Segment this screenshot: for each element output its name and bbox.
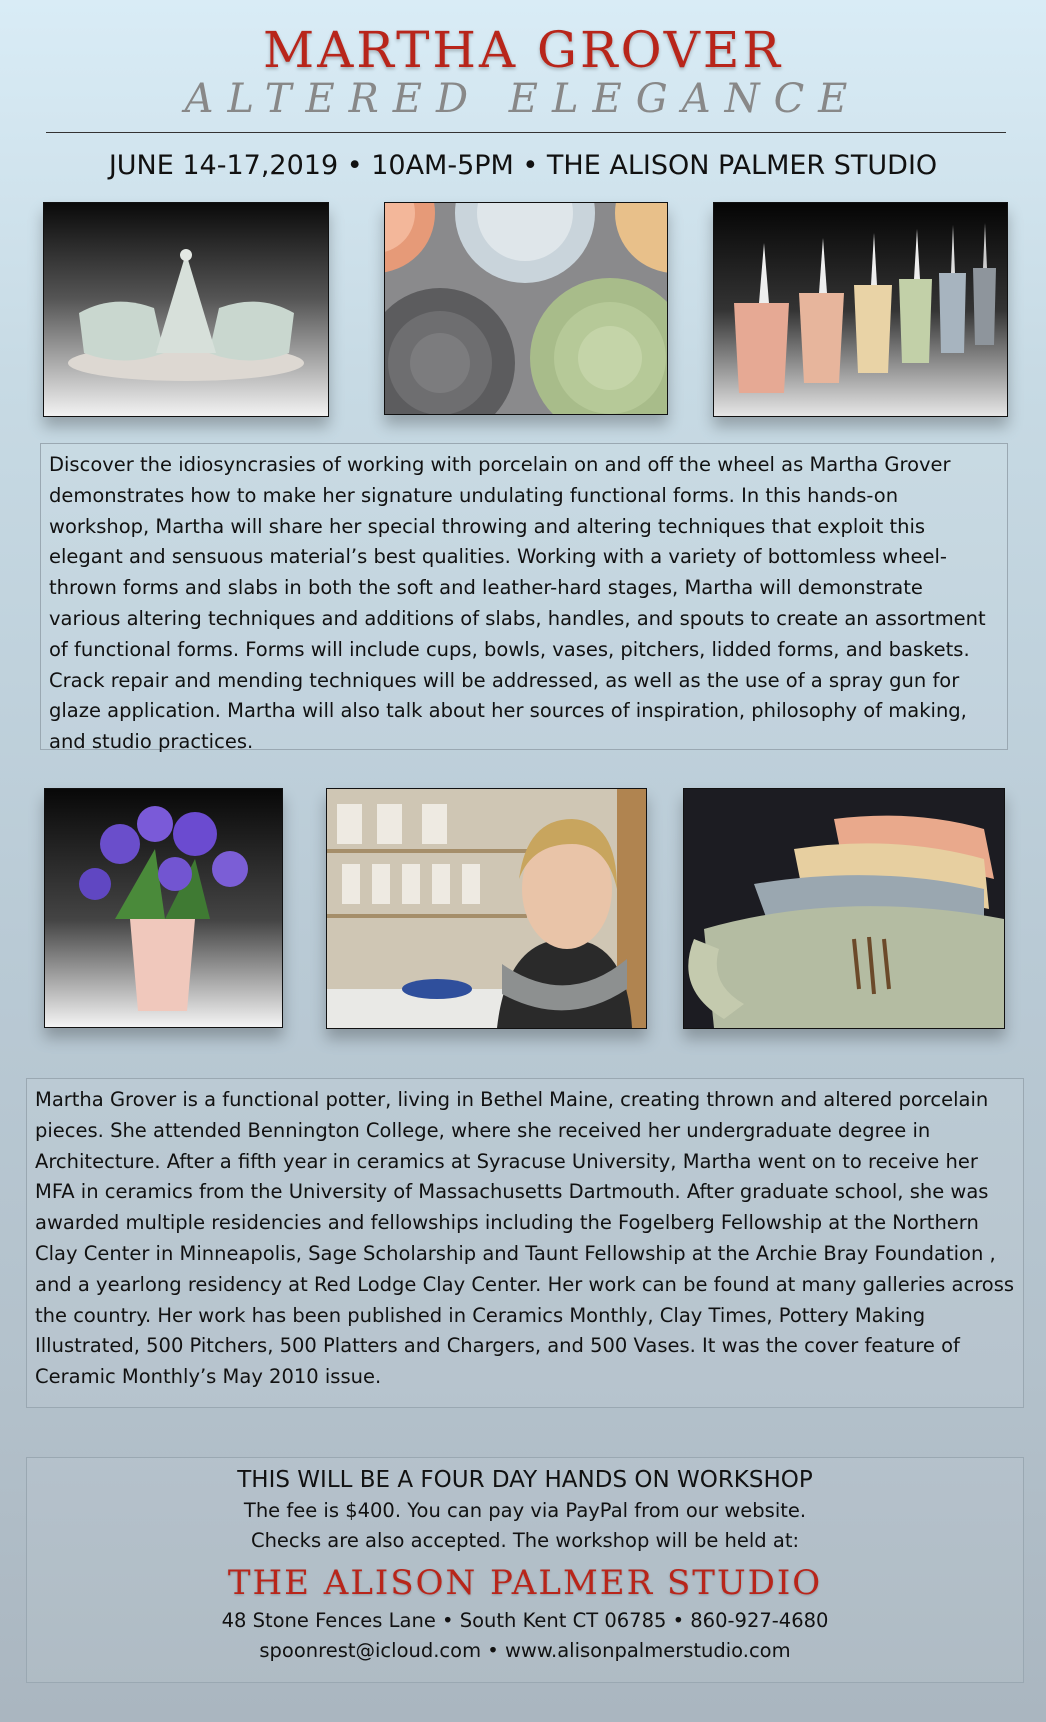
photo-artist-portrait: [326, 788, 647, 1029]
artist-bio: Martha Grover is a functional potter, living in Bethel Maine, creating thrown and altered porcelain pieces. She attended Bennington College, where she received her undergraduate degree in Architecture. After a fifth year in ceramics at Syracuse University, Martha went on to receive her MFA in ceramics from the University of Massachusetts Dartmouth. After graduate school, she was awarded multiple residencies and fellowships including the Fogelberg Fellowship at the Northern Clay Center in Minneapolis, Sage Scholarship and Taunt Fellowship at the Archie Bray Foundation , and a yearlong residency at Red Lodge Clay Center. Her work can be found at many galleries across the country. Her work has been published in Ceramics Monthly, Clay Times, Pottery Making Illustrated, 500 Pitchers, 500 Platters and Chargers, and 500 Vases. It was the cover feature of Ceramic Monthly’s May 2010 issue.: [35, 1088, 1015, 1389]
event-details: JUNE 14-17,2019 • 10AM-5PM • THE ALISON PALMER STUDIO: [108, 150, 938, 181]
photo-nested-bowls: [384, 202, 668, 415]
workshop-description-box: [40, 443, 1008, 754]
photo-vase-row: [713, 202, 1008, 417]
photo-iris-vase: [44, 788, 283, 1028]
photo-pitchers-closeup: [683, 788, 1005, 1029]
photo-porcelain-double-pitcher: [43, 202, 329, 417]
page-subtitle: ALTERED ELEGANCE: [184, 76, 862, 122]
contact-line[interactable]: spoonrest@icloud.com • www.alisonpalmerstudio.com: [259, 1639, 791, 1662]
artist-bio-box: [26, 1078, 1024, 1408]
fee-line: The fee is $400. You can pay via PayPal from our website.: [243, 1499, 807, 1522]
workshop-heading: THIS WILL BE A FOUR DAY HANDS ON WORKSHOP: [237, 1467, 813, 1493]
workshop-description: Discover the idiosyncrasies of working with porcelain on and off the wheel as Martha Grover demonstrates how to make her signature undulating functional forms. In this hands-on workshop, Martha will share her special throwing and altering techniques that exploit this elegant and sensuous material’s best qualities. Working with a variety of bottomless wheel-thrown forms and slabs in both the soft and leather-hard stages, Martha will demonstrate various altering techniques and additions of slabs, handles, and spouts to create an assortment of functional forms. Forms will include cups, bowls, vases, pitchers, lidded forms, and baskets. Crack repair and mending techniques will be addressed, as well as the use of a spray gun for glaze application. Martha will also talk about her sources of inspiration, philosophy of making, and studio practices.: [49, 453, 986, 754]
studio-name: THE ALISON PALMER STUDIO: [227, 1563, 823, 1603]
header-divider: [46, 132, 1006, 133]
workshop-info-box: [26, 1457, 1024, 1683]
address-line: 48 Stone Fences Lane • South Kent CT 06785 • 860-927-4680: [221, 1609, 829, 1632]
checks-line: Checks are also accepted. The workshop will be held at:: [250, 1529, 800, 1552]
page-title: MARTHA GROVER: [263, 21, 783, 79]
